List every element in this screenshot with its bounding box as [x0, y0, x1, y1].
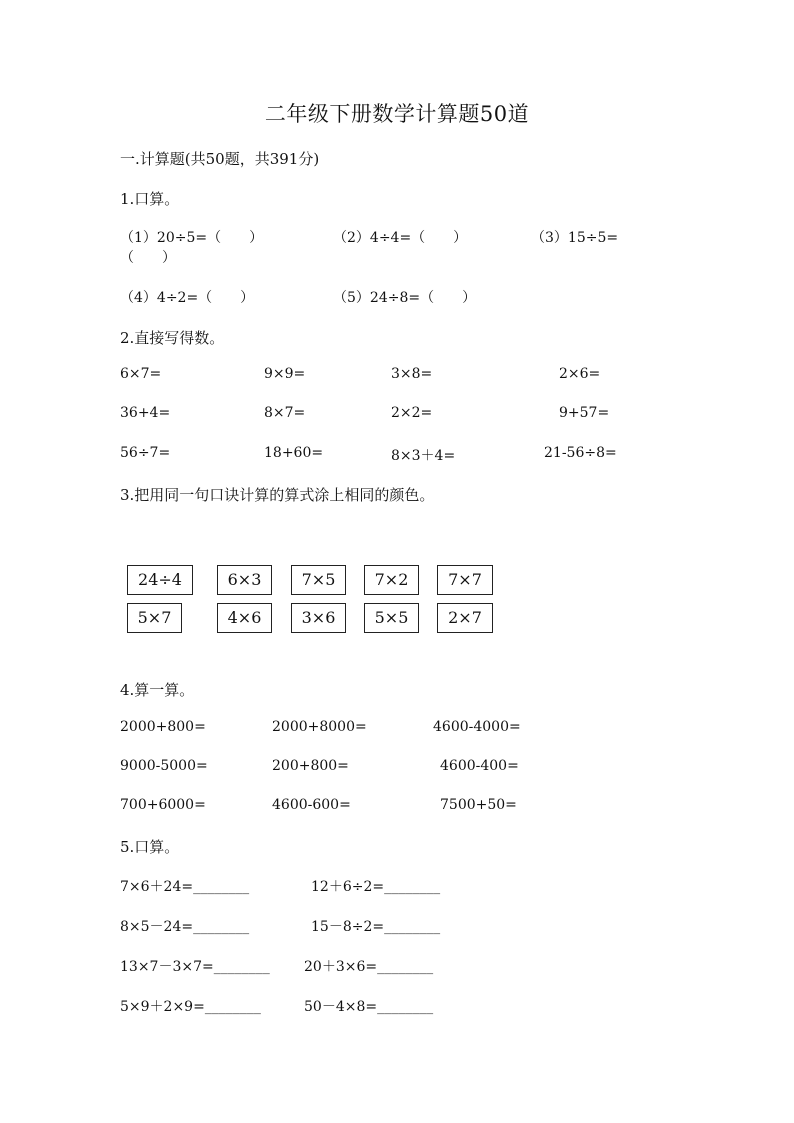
q5-item: 20＋3×6=________ — [304, 959, 434, 975]
q4-item: 4600-400= — [440, 758, 519, 774]
q2-item: 21-56÷8= — [544, 445, 617, 461]
page-title: 二年级下册数学计算题50道 — [264, 102, 530, 126]
q2-heading: 2.直接写得数。 — [120, 329, 225, 347]
q1-item-3-blank: （ ） — [120, 250, 176, 266]
q1-item-3: （3）15÷5= — [531, 230, 619, 246]
q2-item: 9×9= — [264, 366, 306, 382]
q1-item-5: （5）24÷8=（ ） — [333, 290, 477, 306]
q2-item: 2×6= — [559, 366, 601, 382]
q1-heading: 1.口算。 — [120, 190, 180, 208]
q4-item: 4600-600= — [272, 797, 351, 813]
q5-item: 12＋6÷2=________ — [311, 879, 441, 895]
expression-box[interactable]: 5×7 — [127, 603, 182, 633]
q5-item: 13×7－3×7=________ — [120, 959, 270, 975]
q2-item: 8×3＋4= — [391, 448, 456, 464]
expression-box[interactable]: 6×3 — [217, 565, 272, 595]
q4-item: 4600-4000= — [433, 719, 521, 735]
expression-box[interactable]: 7×7 — [437, 565, 493, 595]
q4-item: 7500+50= — [440, 797, 517, 813]
q2-item: 9+57= — [559, 405, 610, 421]
q4-item: 2000+800= — [120, 719, 206, 735]
expression-box[interactable]: 3×6 — [291, 603, 346, 633]
expression-box[interactable]: 7×2 — [364, 565, 419, 595]
q5-item: 5×9＋2×9=________ — [120, 999, 261, 1015]
q2-item: 36+4= — [120, 405, 171, 421]
q4-item: 200+800= — [272, 758, 349, 774]
expression-box[interactable]: 2×7 — [437, 603, 493, 633]
q1-item-2: （2）4÷4=（ ） — [333, 230, 468, 246]
q3-heading: 3.把用同一句口诀计算的算式涂上相同的颜色。 — [120, 486, 435, 504]
q2-item: 3×8= — [391, 366, 433, 382]
expression-box[interactable]: 7×5 — [291, 565, 346, 595]
q2-item: 6×7= — [120, 366, 162, 382]
q1-item-4: （4）4÷2=（ ） — [120, 290, 255, 306]
q5-item: 15－8÷2=________ — [311, 919, 441, 935]
q4-heading: 4.算一算。 — [120, 681, 195, 699]
q2-item: 2×2= — [391, 405, 433, 421]
q2-item: 18+60= — [264, 445, 324, 461]
q4-item: 700+6000= — [120, 797, 206, 813]
expression-box[interactable]: 4×6 — [217, 603, 272, 633]
expression-box[interactable]: 5×5 — [364, 603, 419, 633]
expression-box[interactable]: 24÷4 — [127, 565, 193, 595]
q5-item: 50－4×8=________ — [304, 999, 434, 1015]
q4-item: 2000+8000= — [272, 719, 367, 735]
q5-heading: 5.口算。 — [120, 838, 180, 856]
q4-item: 9000-5000= — [120, 758, 208, 774]
q1-item-1: （1）20÷5=（ ） — [120, 230, 264, 246]
q2-item: 56÷7= — [120, 445, 171, 461]
section-header: 一.计算题(共50题，共391分) — [120, 150, 320, 168]
q2-item: 8×7= — [264, 405, 306, 421]
q5-item: 7×6＋24=________ — [120, 879, 250, 895]
q5-item: 8×5－24=________ — [120, 919, 250, 935]
